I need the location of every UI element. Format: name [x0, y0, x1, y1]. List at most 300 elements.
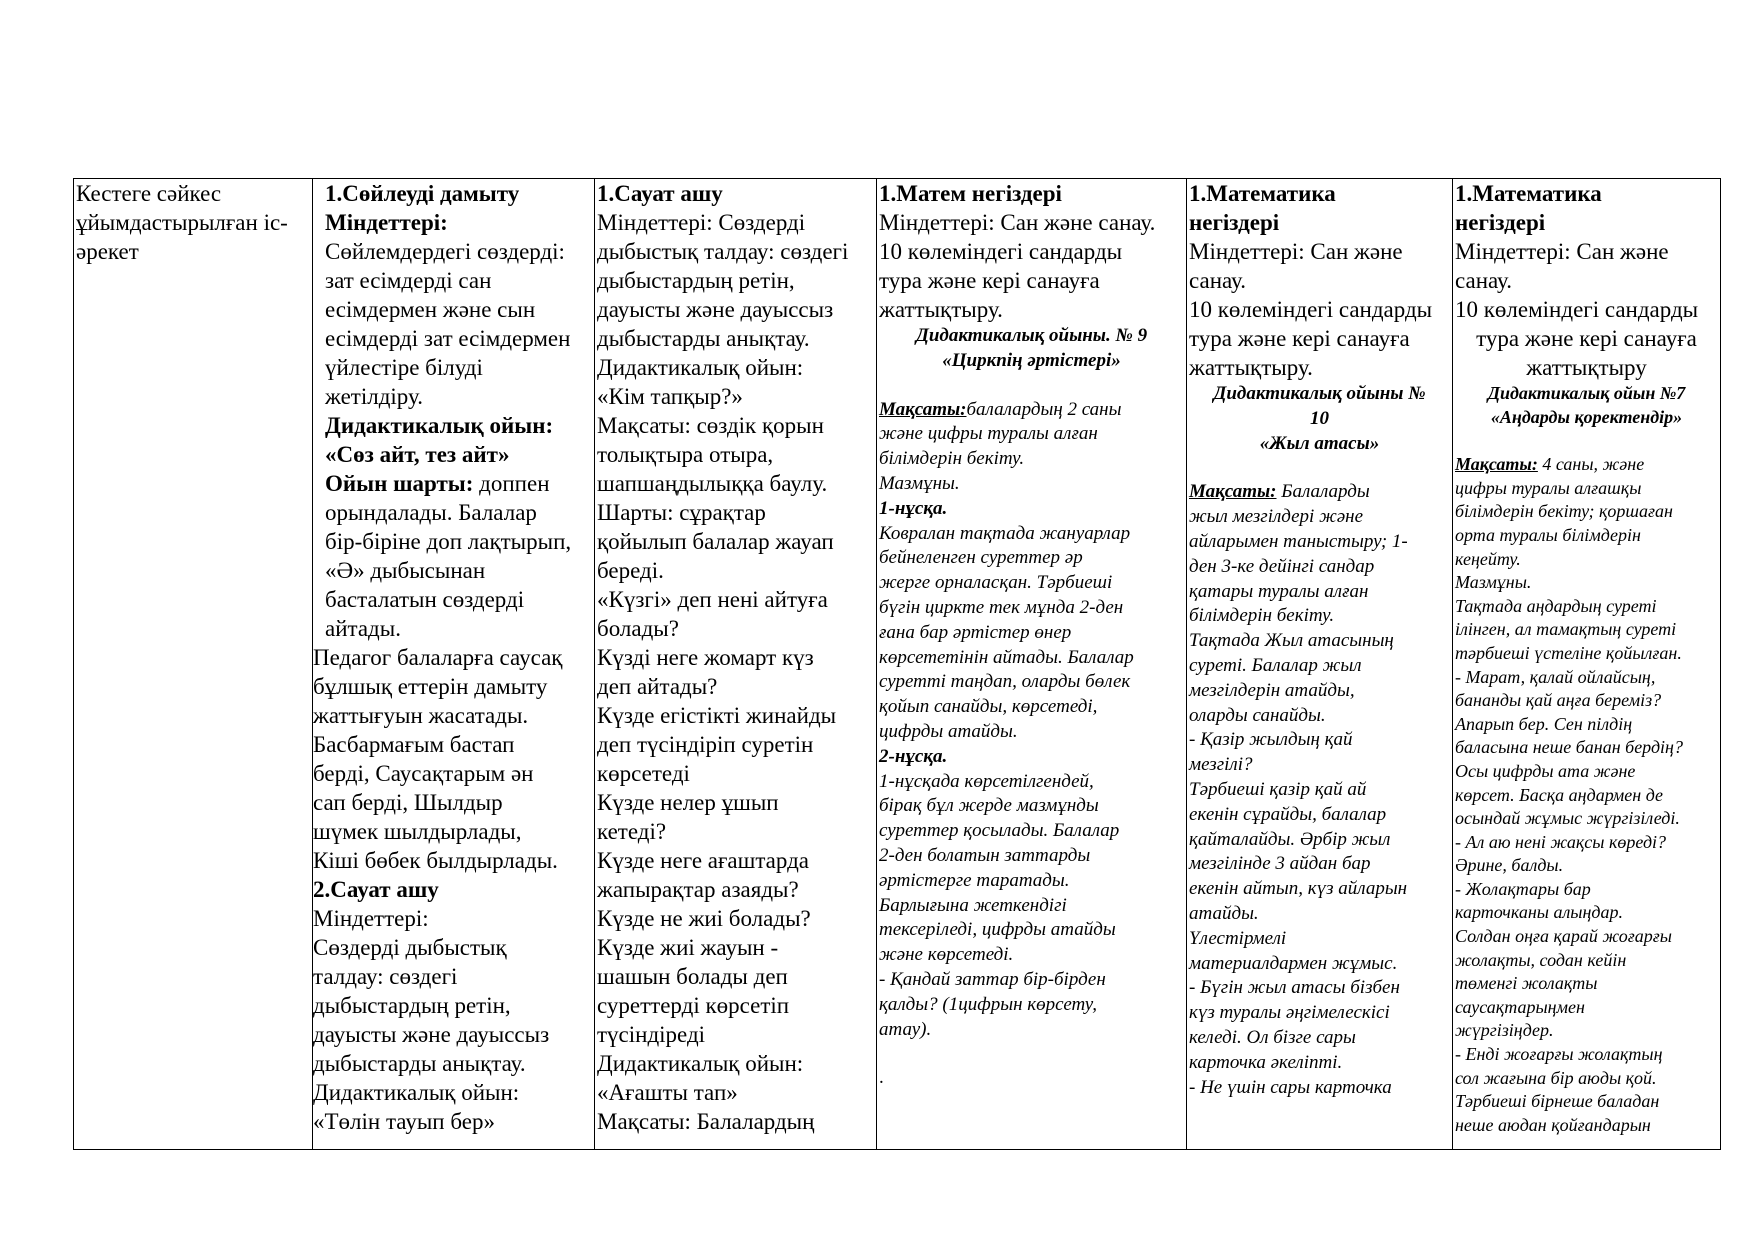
cell-text: Мақсаты: сөздік қорын — [597, 413, 824, 438]
cell-text: дыбыстарды анықтау. — [597, 326, 810, 351]
cell-text: цифры туралы алғашқы — [1455, 477, 1642, 498]
cell-text: 1-нұсқада көрсетілгендей, — [879, 770, 1094, 792]
cell-text: суреті. Балалар жыл — [1189, 654, 1362, 676]
cell-text: Күзді неге жомарт күз — [597, 645, 814, 670]
cell-text: атау). — [879, 1018, 932, 1040]
cell-text: Мақсаты: — [879, 398, 967, 420]
cell-text: Сөйлемдердегі сөздерді: — [325, 239, 565, 264]
cell-text: Шарты: сұрақтар — [597, 500, 766, 525]
cell-text: тәрбиеші үстеліне қойылған. — [1455, 642, 1682, 663]
cell-text: 10 — [1310, 407, 1329, 429]
cell-line — [1455, 925, 1718, 949]
cell-text: дыбыстардың ретін, — [597, 268, 795, 293]
cell-text: толықтыра отыра, — [597, 442, 774, 467]
cell-text: Күзде неге ағаштарда — [597, 848, 809, 873]
cell-line — [879, 968, 1184, 993]
cell-text: цифрды атайды. — [879, 720, 1018, 742]
cell-text: суретті таңдап, оларды бөлек — [879, 671, 1131, 693]
cell-text: Кіші бөбек былдырлады. — [313, 848, 558, 873]
cell-line — [879, 266, 1184, 295]
cell-text: Ойын шарты: — [325, 471, 474, 496]
cell-text: «Кім тапқыр?» — [597, 384, 743, 409]
cell-text: Ковралан тақтада жанyарлар — [879, 522, 1131, 544]
cell-line — [597, 585, 874, 614]
cell-text: жаттықтыру. — [879, 297, 1003, 322]
cell-text: жетілдіру. — [325, 384, 423, 409]
cell-text: болады? — [597, 616, 679, 641]
cell-line — [879, 770, 1184, 795]
activity-label-cell — [74, 179, 313, 1150]
cell-line — [879, 472, 1184, 497]
cell-text: Міндеттері: Сөздерді — [597, 210, 806, 235]
cell-line — [879, 993, 1184, 1018]
cell-text: күз туралы әңгімелескісі — [1189, 1002, 1390, 1024]
cell-text: балалардың 2 саны — [966, 398, 1122, 420]
cell-text: үйлестіре білуді — [325, 355, 483, 380]
cell-text: Күзде жиі жауын - — [597, 935, 779, 960]
cell-text: Дидактикалық ойын №7 — [1487, 383, 1686, 403]
cell-line — [879, 447, 1184, 472]
cell-line — [1189, 530, 1450, 555]
cell-line — [325, 440, 592, 469]
cell-line — [1189, 555, 1450, 580]
cell-line — [879, 422, 1184, 447]
cell-line — [597, 411, 874, 440]
cell-line — [597, 324, 874, 353]
cell-text: Басбармағым бастап — [313, 732, 515, 757]
cell-text: бір-біріне доп лақтырып, — [325, 529, 572, 554]
cell-text: шүмек шылдырлады, — [313, 819, 522, 844]
cell-text: Міндеттері: — [325, 210, 448, 235]
cell-text: - Жолақтары бар — [1455, 878, 1591, 899]
cell-line — [597, 672, 874, 701]
cell-text: дыбыстардың ретін, — [313, 993, 511, 1018]
cell-line — [597, 179, 874, 208]
cell-line — [879, 819, 1184, 844]
cell-line — [325, 266, 592, 295]
cell-line — [1189, 505, 1450, 530]
cell-text: «Күзгі» деп нені айтуға — [597, 587, 828, 612]
cell-line — [879, 794, 1184, 819]
cell-line — [313, 962, 592, 991]
math-basics-cell-2 — [1187, 179, 1453, 1150]
cell-line — [1455, 295, 1718, 324]
cell-text: Тақтада аңдардың суреті — [1455, 595, 1657, 616]
cell-line — [879, 179, 1184, 208]
cell-line — [313, 875, 592, 904]
cell-text: есімдермен және сын — [325, 297, 536, 322]
cell-line — [879, 324, 1184, 349]
cell-text: Солдан оңға қарай жоғарғы — [1455, 926, 1672, 947]
cell-line — [325, 411, 592, 440]
cell-text: Күзде нелер ұшып — [597, 790, 779, 815]
cell-line — [879, 1066, 1184, 1091]
cell-line — [1455, 500, 1718, 524]
cell-text: шапшаңдылыққа баулу. — [597, 471, 828, 496]
cell-line — [1189, 828, 1450, 853]
schedule-table — [73, 178, 1721, 1150]
cell-line — [1455, 854, 1718, 878]
cell-text: мезгілінде 3 айдан бар — [1189, 853, 1371, 875]
cell-text: екенін айтып, күз айларын — [1189, 878, 1408, 900]
cell-text: әрекет — [76, 239, 139, 264]
cell-text: Күзде егістікті жинайды — [597, 703, 837, 728]
cell-line — [1189, 353, 1450, 382]
cell-text: зат есімдерді сан — [325, 268, 492, 293]
cell-text: білімдерін бекіту. — [879, 448, 1025, 470]
cell-text: дыбыстарды анықтау. — [313, 1051, 526, 1076]
cell-text: дауысты және дауыссыз — [597, 297, 834, 322]
cell-text: Дидактикалық ойыны. № 9 — [915, 325, 1148, 346]
cell-text: Мазмұны. — [1455, 572, 1532, 593]
cell-line — [1455, 642, 1718, 666]
cell-line — [325, 498, 592, 527]
cell-line — [325, 469, 592, 498]
cell-text: ұйымдастырылған іс- — [76, 210, 288, 235]
cell-text: Әрине, балды. — [1455, 855, 1564, 876]
cell-text: - Марат, қалай ойлайсың, — [1455, 666, 1656, 687]
cell-line — [1455, 1019, 1718, 1043]
cell-text: 1.Математика — [1455, 181, 1602, 206]
cell-line — [1189, 753, 1450, 778]
cell-text: «Сөз айт, тез айт» — [325, 442, 510, 467]
cell-text: Дидактикалық ойын: — [313, 1080, 520, 1105]
cell-line — [1189, 629, 1450, 654]
cell-line — [597, 730, 874, 759]
cell-text: келеді. Ол бізге сары — [1189, 1026, 1356, 1048]
cell-line — [1189, 1076, 1450, 1101]
cell-line — [597, 1078, 874, 1107]
cell-line — [1189, 852, 1450, 877]
cell-text: материалдармен жұмыс. — [1189, 952, 1398, 974]
cell-line — [597, 469, 874, 498]
cell-text: «Төлін тауып бер» — [313, 1109, 495, 1134]
cell-text: бірақ бұл жерде мазмұнды — [879, 795, 1099, 817]
cell-line — [879, 237, 1184, 266]
cell-line — [1455, 595, 1718, 619]
cell-line — [1189, 480, 1450, 505]
cell-line — [313, 643, 592, 672]
cell-line — [879, 869, 1184, 894]
cell-line — [1455, 689, 1718, 713]
cell-line — [1455, 548, 1718, 572]
cell-line — [597, 1020, 874, 1049]
cell-text: Күзде не жиі болады? — [597, 906, 811, 931]
cell-line — [597, 1107, 874, 1136]
literacy-cell — [595, 179, 877, 1150]
cell-text: Мазмұны. — [879, 472, 960, 494]
cell-line — [1189, 266, 1450, 295]
cell-text: кетеді? — [597, 819, 667, 844]
cell-line — [325, 614, 592, 643]
cell-text: суреттерді көрсетіп — [597, 993, 790, 1018]
cell-line — [1189, 382, 1450, 407]
cell-text: бүгін циркте тек мұнда 2-ден — [879, 596, 1124, 618]
cell-line — [597, 759, 874, 788]
cell-text: атайды. — [1189, 902, 1259, 924]
cell-line — [1189, 208, 1450, 237]
cell-text: - Енді жоғарғы жолақтың — [1455, 1044, 1663, 1065]
cell-text: 2-ден болатын заттарды — [879, 844, 1091, 866]
cell-text: «Ә» дыбысынан — [325, 558, 486, 583]
cell-line — [597, 208, 874, 237]
cell-line — [1455, 324, 1718, 353]
cell-text: жаттығуын жасатады. — [313, 703, 529, 728]
cell-text: сол жағына бір аюды қой. — [1455, 1067, 1657, 1088]
cell-line — [325, 527, 592, 556]
cell-line — [879, 1018, 1184, 1043]
cell-text: әртістерге таратады. — [879, 869, 1070, 891]
cell-text: көрсететінін айтады. Балалар — [879, 646, 1134, 668]
cell-line — [1189, 902, 1450, 927]
cell-line — [1455, 878, 1718, 902]
cell-text: Кестеге сәйкес — [76, 181, 222, 206]
cell-line — [1455, 353, 1718, 382]
cell-text: «Циркпің әртістері» — [942, 349, 1121, 371]
cell-text: ғана бар әртістер өнер — [879, 621, 1072, 643]
cell-line — [879, 621, 1184, 646]
cell-text: санау. — [1455, 268, 1512, 293]
cell-text: - Ал аю нені жақсы көреді? — [1455, 831, 1667, 852]
cell-line — [1189, 432, 1450, 457]
cell-line — [1455, 382, 1718, 406]
cell-line — [1189, 580, 1450, 605]
cell-line — [325, 295, 592, 324]
cell-line — [313, 1078, 592, 1107]
cell-text: Мақсаты: Балалардың — [597, 1109, 815, 1134]
cell-text: 2.Сауат ашу — [313, 877, 439, 902]
cell-line — [1189, 952, 1450, 977]
cell-text: жаттықтыру — [1526, 355, 1647, 380]
cell-line — [1189, 654, 1450, 679]
cell-text: саусақтарыңмен — [1455, 996, 1585, 1017]
cell-line — [597, 440, 874, 469]
cell-line — [325, 556, 592, 585]
cell-text: суреттер қосылады. Балалар — [879, 820, 1120, 842]
cell-text: 1.Математика — [1189, 181, 1336, 206]
cell-text: және цифры туралы алған — [879, 423, 1098, 445]
cell-line — [597, 643, 874, 672]
cell-line — [1189, 604, 1450, 629]
cell-line — [597, 788, 874, 817]
cell-text: Тәрбиеші қазір қай ай — [1189, 778, 1367, 800]
cell-line — [1455, 1090, 1718, 1114]
cell-line — [879, 646, 1184, 671]
cell-text: оларды санайды. — [1189, 704, 1326, 726]
cell-text: - Не үшін сары карточка — [1189, 1076, 1392, 1098]
cell-line — [879, 571, 1184, 596]
cell-line — [313, 1107, 592, 1136]
cell-line — [1189, 179, 1450, 208]
cell-line — [597, 817, 874, 846]
cell-line — [313, 730, 592, 759]
cell-text: Апарып бер. Сен пілдің — [1455, 713, 1633, 734]
cell-line — [597, 614, 874, 643]
cell-line — [1455, 266, 1718, 295]
cell-text: қойылып балалар жауап — [597, 529, 834, 554]
cell-line — [879, 745, 1184, 770]
cell-line — [313, 1020, 592, 1049]
cell-text: деп түсіндіріп суретін — [597, 732, 814, 757]
cell-text: «Аңдарды қоректендір» — [1490, 406, 1683, 427]
cell-line — [1189, 976, 1450, 1001]
cell-line — [879, 695, 1184, 720]
cell-text: тура және кері санауға — [1189, 326, 1410, 351]
cell-line — [597, 701, 874, 730]
cell-text: көрсетеді — [597, 761, 690, 786]
cell-line — [1189, 407, 1450, 432]
cell-line — [1455, 477, 1718, 501]
cell-line — [1455, 237, 1718, 266]
cell-text: . — [879, 1067, 884, 1089]
cell-text: қатары туралы алған — [1189, 580, 1369, 602]
cell-text: 4 саны, және — [1537, 454, 1645, 475]
cell-text: тура және кері санауға — [1476, 326, 1697, 351]
cell-text: сап берді, Шылдыр — [313, 790, 503, 815]
cell-line — [1189, 1001, 1450, 1026]
cell-text: «Ағашты тап» — [597, 1080, 738, 1105]
cell-text: Міндеттері: Сан және санау. — [879, 210, 1156, 235]
cell-text: 1.Сауат ашу — [597, 181, 723, 206]
table-row — [74, 179, 1721, 1150]
cell-line — [597, 846, 874, 875]
cell-text: басталатын сөздерді — [325, 587, 525, 612]
cell-line — [879, 522, 1184, 547]
cell-line — [325, 353, 592, 382]
cell-line — [879, 720, 1184, 745]
cell-text: кеңейту. — [1455, 548, 1521, 569]
cell-line — [1189, 237, 1450, 266]
cell-line — [313, 701, 592, 730]
cell-line — [1455, 453, 1718, 477]
cell-line — [1455, 1067, 1718, 1091]
cell-line — [1455, 406, 1718, 430]
cell-text: осындай жұмыс жүргізіледі. — [1455, 808, 1680, 829]
cell-text: - Қандай заттар бір-бірден — [879, 968, 1106, 990]
cell-text: және көрсетеді. — [879, 944, 1014, 966]
cell-line — [313, 846, 592, 875]
cell-line — [1455, 760, 1718, 784]
cell-line — [597, 353, 874, 382]
cell-line — [1455, 1043, 1718, 1067]
cell-line — [1455, 524, 1718, 548]
cell-text: дауысты және дауыссыз — [313, 1022, 550, 1047]
cell-text: жүргізіңдер. — [1455, 1020, 1554, 1041]
cell-text: дыбыстық талдау: сөздегі — [597, 239, 849, 264]
cell-line — [1455, 429, 1718, 453]
cell-line — [597, 962, 874, 991]
cell-line — [76, 179, 310, 208]
cell-text: карточка әкеліпті. — [1189, 1051, 1343, 1073]
cell-line — [325, 208, 592, 237]
cell-text: шашын болады деп — [597, 964, 788, 989]
cell-text: Педагог балаларға саусақ — [313, 645, 563, 670]
cell-text: қойып санайды, көрсетеді, — [879, 696, 1098, 718]
cell-line — [1455, 571, 1718, 595]
cell-line — [76, 237, 310, 266]
cell-line — [1455, 208, 1718, 237]
cell-line — [1455, 179, 1718, 208]
cell-text: төменгі жолақты — [1455, 973, 1598, 994]
cell-line — [597, 933, 874, 962]
cell-text: - Бүгін жыл атасы бізбен — [1189, 977, 1400, 999]
cell-line — [879, 844, 1184, 869]
cell-text: тексеріледі, цифрды атайды — [879, 919, 1116, 941]
cell-text: санау. — [1189, 268, 1246, 293]
cell-line — [313, 788, 592, 817]
cell-text: Міндеттері: — [313, 906, 429, 931]
cell-text: Тақтада Жыл атасының — [1189, 630, 1394, 652]
cell-line — [879, 546, 1184, 571]
cell-text: мезгілі? — [1189, 754, 1253, 776]
cell-text: доппен — [473, 471, 550, 496]
cell-text: деп айтады? — [597, 674, 718, 699]
cell-line — [313, 817, 592, 846]
cell-text: Үлестірмелі — [1189, 927, 1287, 949]
cell-line — [879, 208, 1184, 237]
cell-line — [1189, 324, 1450, 353]
cell-text: «Жыл атасы» — [1259, 432, 1380, 454]
cell-line — [1189, 728, 1450, 753]
cell-text: орындалады. Балалар — [325, 500, 537, 525]
cell-line — [325, 237, 592, 266]
cell-line — [325, 179, 592, 208]
cell-text: Міндеттері: Сан және — [1189, 239, 1403, 264]
cell-line — [879, 374, 1184, 398]
cell-line — [325, 585, 592, 614]
cell-text: бұлшық еттерін дамыту — [313, 674, 548, 699]
cell-text: орта туралы білімдерін — [1455, 524, 1641, 545]
cell-line — [313, 1049, 592, 1078]
cell-line — [1455, 901, 1718, 925]
cell-line — [597, 295, 874, 324]
cell-text: қайталайды. Әрбір жыл — [1189, 828, 1391, 850]
speech-development-cell — [313, 179, 595, 1150]
cell-line — [1189, 704, 1450, 729]
cell-line — [1455, 831, 1718, 855]
cell-line — [313, 991, 592, 1020]
cell-text: негіздері — [1455, 210, 1546, 235]
cell-text: айларымен таныстыру; 1- — [1189, 530, 1408, 552]
cell-line — [597, 382, 874, 411]
cell-text: Міндеттері: Сан және — [1455, 239, 1669, 264]
cell-text: Осы цифрды ата және — [1455, 760, 1636, 781]
cell-text: жаттықтыру. — [1189, 355, 1313, 380]
cell-line — [1189, 803, 1450, 828]
cell-line — [1455, 949, 1718, 973]
cell-text: ілінген, ал тамақтың суреті — [1455, 619, 1677, 640]
math-basics-cell — [877, 179, 1187, 1150]
cell-line — [76, 208, 310, 237]
cell-text: 1.Сөйлеуді дамыту — [325, 181, 520, 206]
cell-text: жерге орналасқан. Тәрбиеші — [879, 572, 1113, 594]
cell-text: берді, Саусақтарым ән — [313, 761, 534, 786]
cell-text: бейнеленген суреттер әр — [879, 547, 1083, 569]
cell-text: Дидактикалық ойыны № — [1213, 383, 1426, 404]
cell-text: Мақсаты: — [1455, 454, 1538, 475]
cell-line — [325, 382, 592, 411]
cell-line — [1189, 456, 1450, 480]
cell-text: Дидактикалық ойын: — [597, 355, 804, 380]
cell-text: жолақты, содан кейін — [1455, 949, 1627, 970]
cell-line — [1455, 618, 1718, 642]
cell-line — [879, 349, 1184, 374]
cell-text: 1-нұсқа. — [879, 497, 948, 519]
cell-text: тура және кері санауға — [879, 268, 1100, 293]
cell-text: береді. — [597, 558, 664, 583]
cell-line — [313, 672, 592, 701]
cell-line — [879, 295, 1184, 324]
